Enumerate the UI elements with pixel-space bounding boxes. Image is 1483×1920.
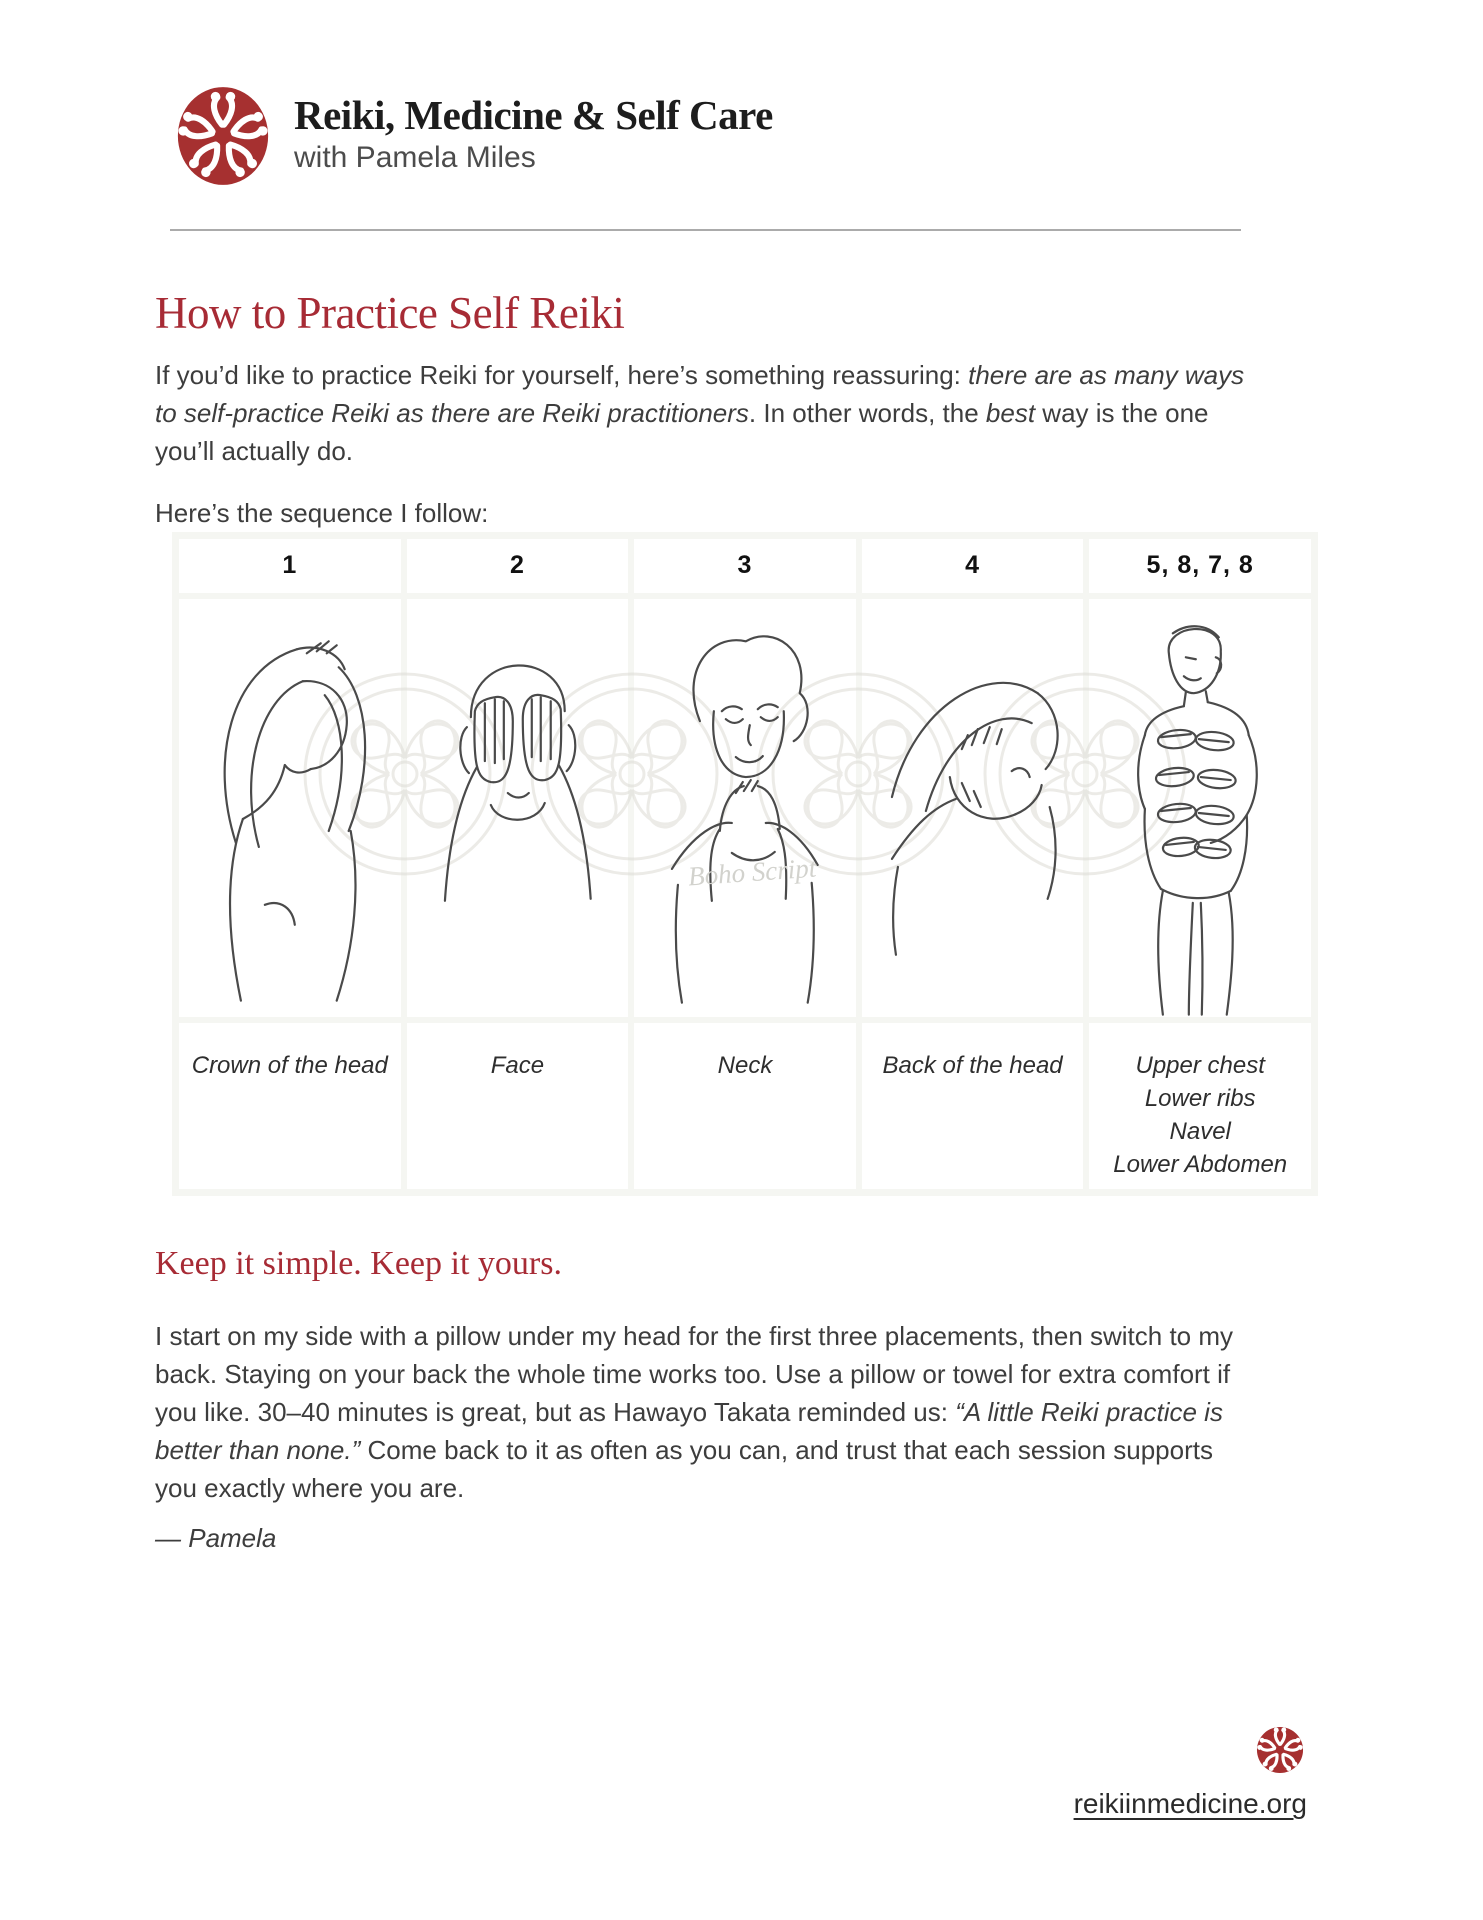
figure-image-cell [862,599,1084,1017]
intro-italic: best [985,397,1036,428]
illustration-back-of-head [862,599,1084,1017]
header-divider [170,229,1241,231]
caption-line: Neck [717,1051,773,1079]
illustration-neck [634,599,856,1017]
reiki-flower-logo-icon [176,84,270,188]
intro-paragraph [155,356,1260,470]
sequence-intro: Here’s the sequence I follow: [155,497,489,528]
figure-number-cell [1089,539,1311,593]
caption-line: Navel [1169,1117,1231,1145]
figure-caption-row [179,1023,1311,1189]
illustration-face [407,599,629,1017]
step-number: 5, 8, 7, 8 [1146,551,1254,580]
figure-number-cell [179,539,401,593]
caption-line: Lower ribs [1144,1084,1256,1112]
figure-image-cell [407,599,629,1017]
caption-line: Lower Abdomen [1113,1150,1288,1178]
caption-line: Upper chest [1135,1051,1265,1079]
brand-title: Reiki, Medicine & Self Care [294,92,773,138]
figure-image-cell [1089,599,1311,1017]
reiki-flower-logo-small-icon [1256,1726,1304,1774]
intro-text: If you’d like to practice Reiki for yourself, here’s something reassuring: [155,359,969,390]
caption-line: Face [490,1051,545,1079]
artist-watermark-text: Boho Script [687,852,818,892]
step-number: 3 [737,551,753,580]
brand-text [294,84,773,175]
step-number: 2 [509,551,525,580]
figure-image-cell [634,599,856,1017]
figure-image-cell [179,599,401,1017]
intro-text: way is the one you’ll actually do. [155,397,1209,466]
caption-line: Crown of the head [191,1051,388,1079]
outro-text: I start on my side with a pillow under my head for the first three placements, then switch to my back. Staying on your back the whole time works too. Use a pillow or towel for extra comfort if you like. 30–40 minutes is great, but as Hawayo Takata reminded us: [155,1320,1234,1427]
website-link[interactable]: reikiinmedicine.org [1073,1788,1307,1819]
figure-number-cell [862,539,1084,593]
outro-paragraph [155,1317,1260,1507]
article [155,288,1318,1554]
illustration-crown-of-head [179,599,401,1017]
section-heading: Keep it simple. Keep it yours. [155,1244,562,1282]
caption-line: Back of the head [882,1051,1063,1079]
hand-placement-figure [172,532,1318,1196]
page-title: How to Practice Self Reiki [155,288,625,338]
figure-caption-cell [862,1023,1084,1189]
step-number: 4 [965,551,981,580]
step-number: 1 [282,551,298,580]
signature: — Pamela [155,1522,277,1553]
figure-caption-cell [179,1023,401,1189]
intro-italic: there are as many ways to self-practice Reiki as there are Reiki practitioners [155,359,1245,428]
figure-caption-cell [634,1023,856,1189]
figure-caption-cell [1089,1023,1311,1189]
outro-text: Come back to it as often as you can, and trust that each session supports you exactly where you are. [155,1434,1213,1503]
figure-image-row [179,599,1311,1017]
figure-number-cell [407,539,629,593]
figure-number-row [179,539,1311,593]
intro-text: . In other words, the [748,397,986,428]
illustration-torso-placements [1089,599,1311,1017]
figure-caption-cell [407,1023,629,1189]
brand-subtitle: with Pamela Miles [294,141,536,175]
site-header [176,84,773,188]
outro-quote: “A little Reiki practice is better than none.” [155,1396,1223,1465]
figure-number-cell [634,539,856,593]
